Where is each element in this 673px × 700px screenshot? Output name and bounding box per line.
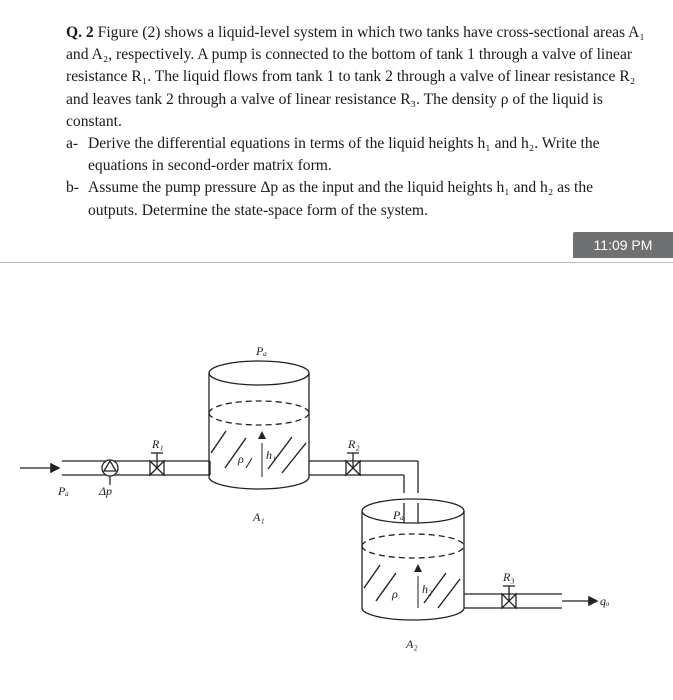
pump-symbol	[102, 460, 118, 485]
question-intro	[66, 22, 646, 133]
question-text	[66, 22, 646, 222]
connecting-pipe	[309, 461, 418, 493]
label-a1: A₁	[253, 510, 265, 524]
label-a2: A₂	[406, 637, 418, 651]
part-b-text: Assume the pump pressure Δp as the input and the liquid heights h₁ and h₂ as the outputs. Determine the state-space form of the system.	[88, 179, 594, 219]
part-a	[66, 133, 646, 177]
liquid-level-figure	[0, 263, 673, 700]
outlet-pipe	[464, 594, 596, 608]
question-intro-text: Figure (2) shows a liquid-level system in which two tanks have cross-sectional areas A₁ and A₂, respectively. A pump is connected to the bottom of tank 1 through a valve of linear resistance R₁. The liquid flows from tank 1 to tank 2 through a valve of linear resistance R₂ and leaves tank 2 through a valve of linear resistance R₃. The density ρ of the liquid is constant.	[66, 24, 645, 130]
label-rho-2: ρ	[392, 587, 398, 601]
question-number: Q. 2	[66, 24, 94, 41]
tank-1	[209, 361, 309, 489]
part-a-text: Derive the differential equations in terms of the liquid heights h₁ and h₂. Write the equations in second-order matrix form.	[88, 135, 600, 175]
valve-r1	[150, 453, 164, 475]
label-pa-top: Pₐ	[256, 344, 267, 358]
valve-r3	[502, 586, 516, 608]
valve-r2	[346, 453, 360, 475]
label-r1: R₁	[152, 437, 164, 451]
label-r3: R₃	[503, 570, 515, 584]
label-h2: h₂	[422, 582, 433, 596]
tank-2	[362, 499, 464, 620]
figure-svg	[0, 263, 673, 700]
label-h1: h₁	[266, 448, 277, 462]
label-qo: qₒ	[600, 594, 610, 608]
part-b-marker: b-	[66, 179, 79, 197]
part-a-marker: a-	[66, 135, 79, 153]
label-pa-left: Pₐ	[58, 484, 69, 498]
label-dp: Δp	[99, 484, 113, 498]
part-b	[66, 177, 646, 221]
message-timestamp: 11:09 PM	[573, 232, 673, 258]
label-rho-1: ρ	[238, 452, 244, 466]
label-pa-tank2: Pₐ	[393, 508, 404, 522]
label-r2: R₂	[348, 437, 360, 451]
